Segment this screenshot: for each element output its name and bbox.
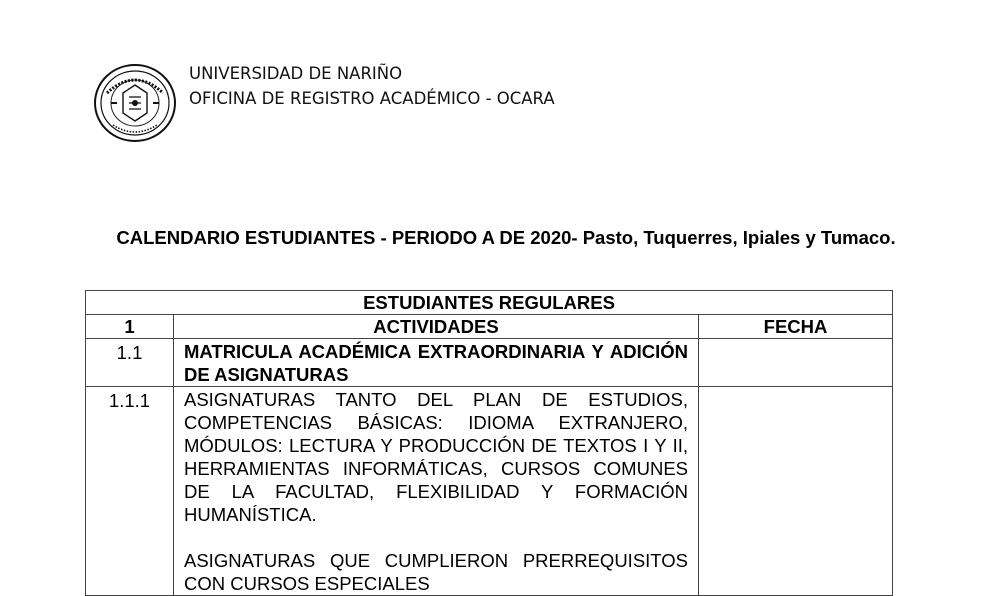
column-header-number: 1 [86, 315, 174, 339]
document-title: CALENDARIO ESTUDIANTES - PERIODO A DE 2020- Pasto, Tuquerres, Ipiales y Tumaco. [116, 227, 896, 248]
column-header-date: FECHA [699, 315, 893, 339]
row-number: 1.1.1 [86, 387, 174, 596]
activity-text: ASIGNATURAS TANTO DEL PLAN DE ESTUDIOS, COMPETENCIAS BÁSICAS: IDIOMA EXTRANJERO, MÓDULOS: LECTURA Y PRODUCCIÓN DE TEXTOS I Y II, HERRAMIENTAS INFORMÁTICAS, CURSOS COMUNES DE LA FACULTAD, FLEXIBILIDAD Y FORMACIÓN HUMANÍSTICA. [184, 389, 688, 525]
table-row [86, 387, 893, 596]
row-activity [174, 387, 699, 596]
university-seal-logo [93, 63, 177, 143]
calendar-table [85, 290, 893, 596]
table-row [86, 339, 893, 387]
row-number: 1.1 [86, 339, 174, 387]
section-title: ESTUDIANTES REGULARES [86, 291, 893, 315]
column-header-activities: ACTIVIDADES [174, 315, 699, 339]
institution-header [189, 61, 555, 111]
row-activity [174, 339, 699, 387]
activity-text-continued: ASIGNATURAS QUE CUMPLIERON PRERREQUISITOS CON CURSOS ESPECIALES [184, 550, 688, 594]
section-header-row [86, 291, 893, 315]
column-header-row [86, 315, 893, 339]
row-date [699, 387, 893, 596]
office-name: OFICINA DE REGISTRO ACADÉMICO - OCARA [189, 89, 555, 108]
institution-name: UNIVERSIDAD DE NARIÑO [189, 64, 403, 83]
activity-text: MATRICULA ACADÉMICA EXTRAORDINARIA Y ADICIÓN DE ASIGNATURAS [184, 341, 688, 385]
row-date [699, 339, 893, 387]
